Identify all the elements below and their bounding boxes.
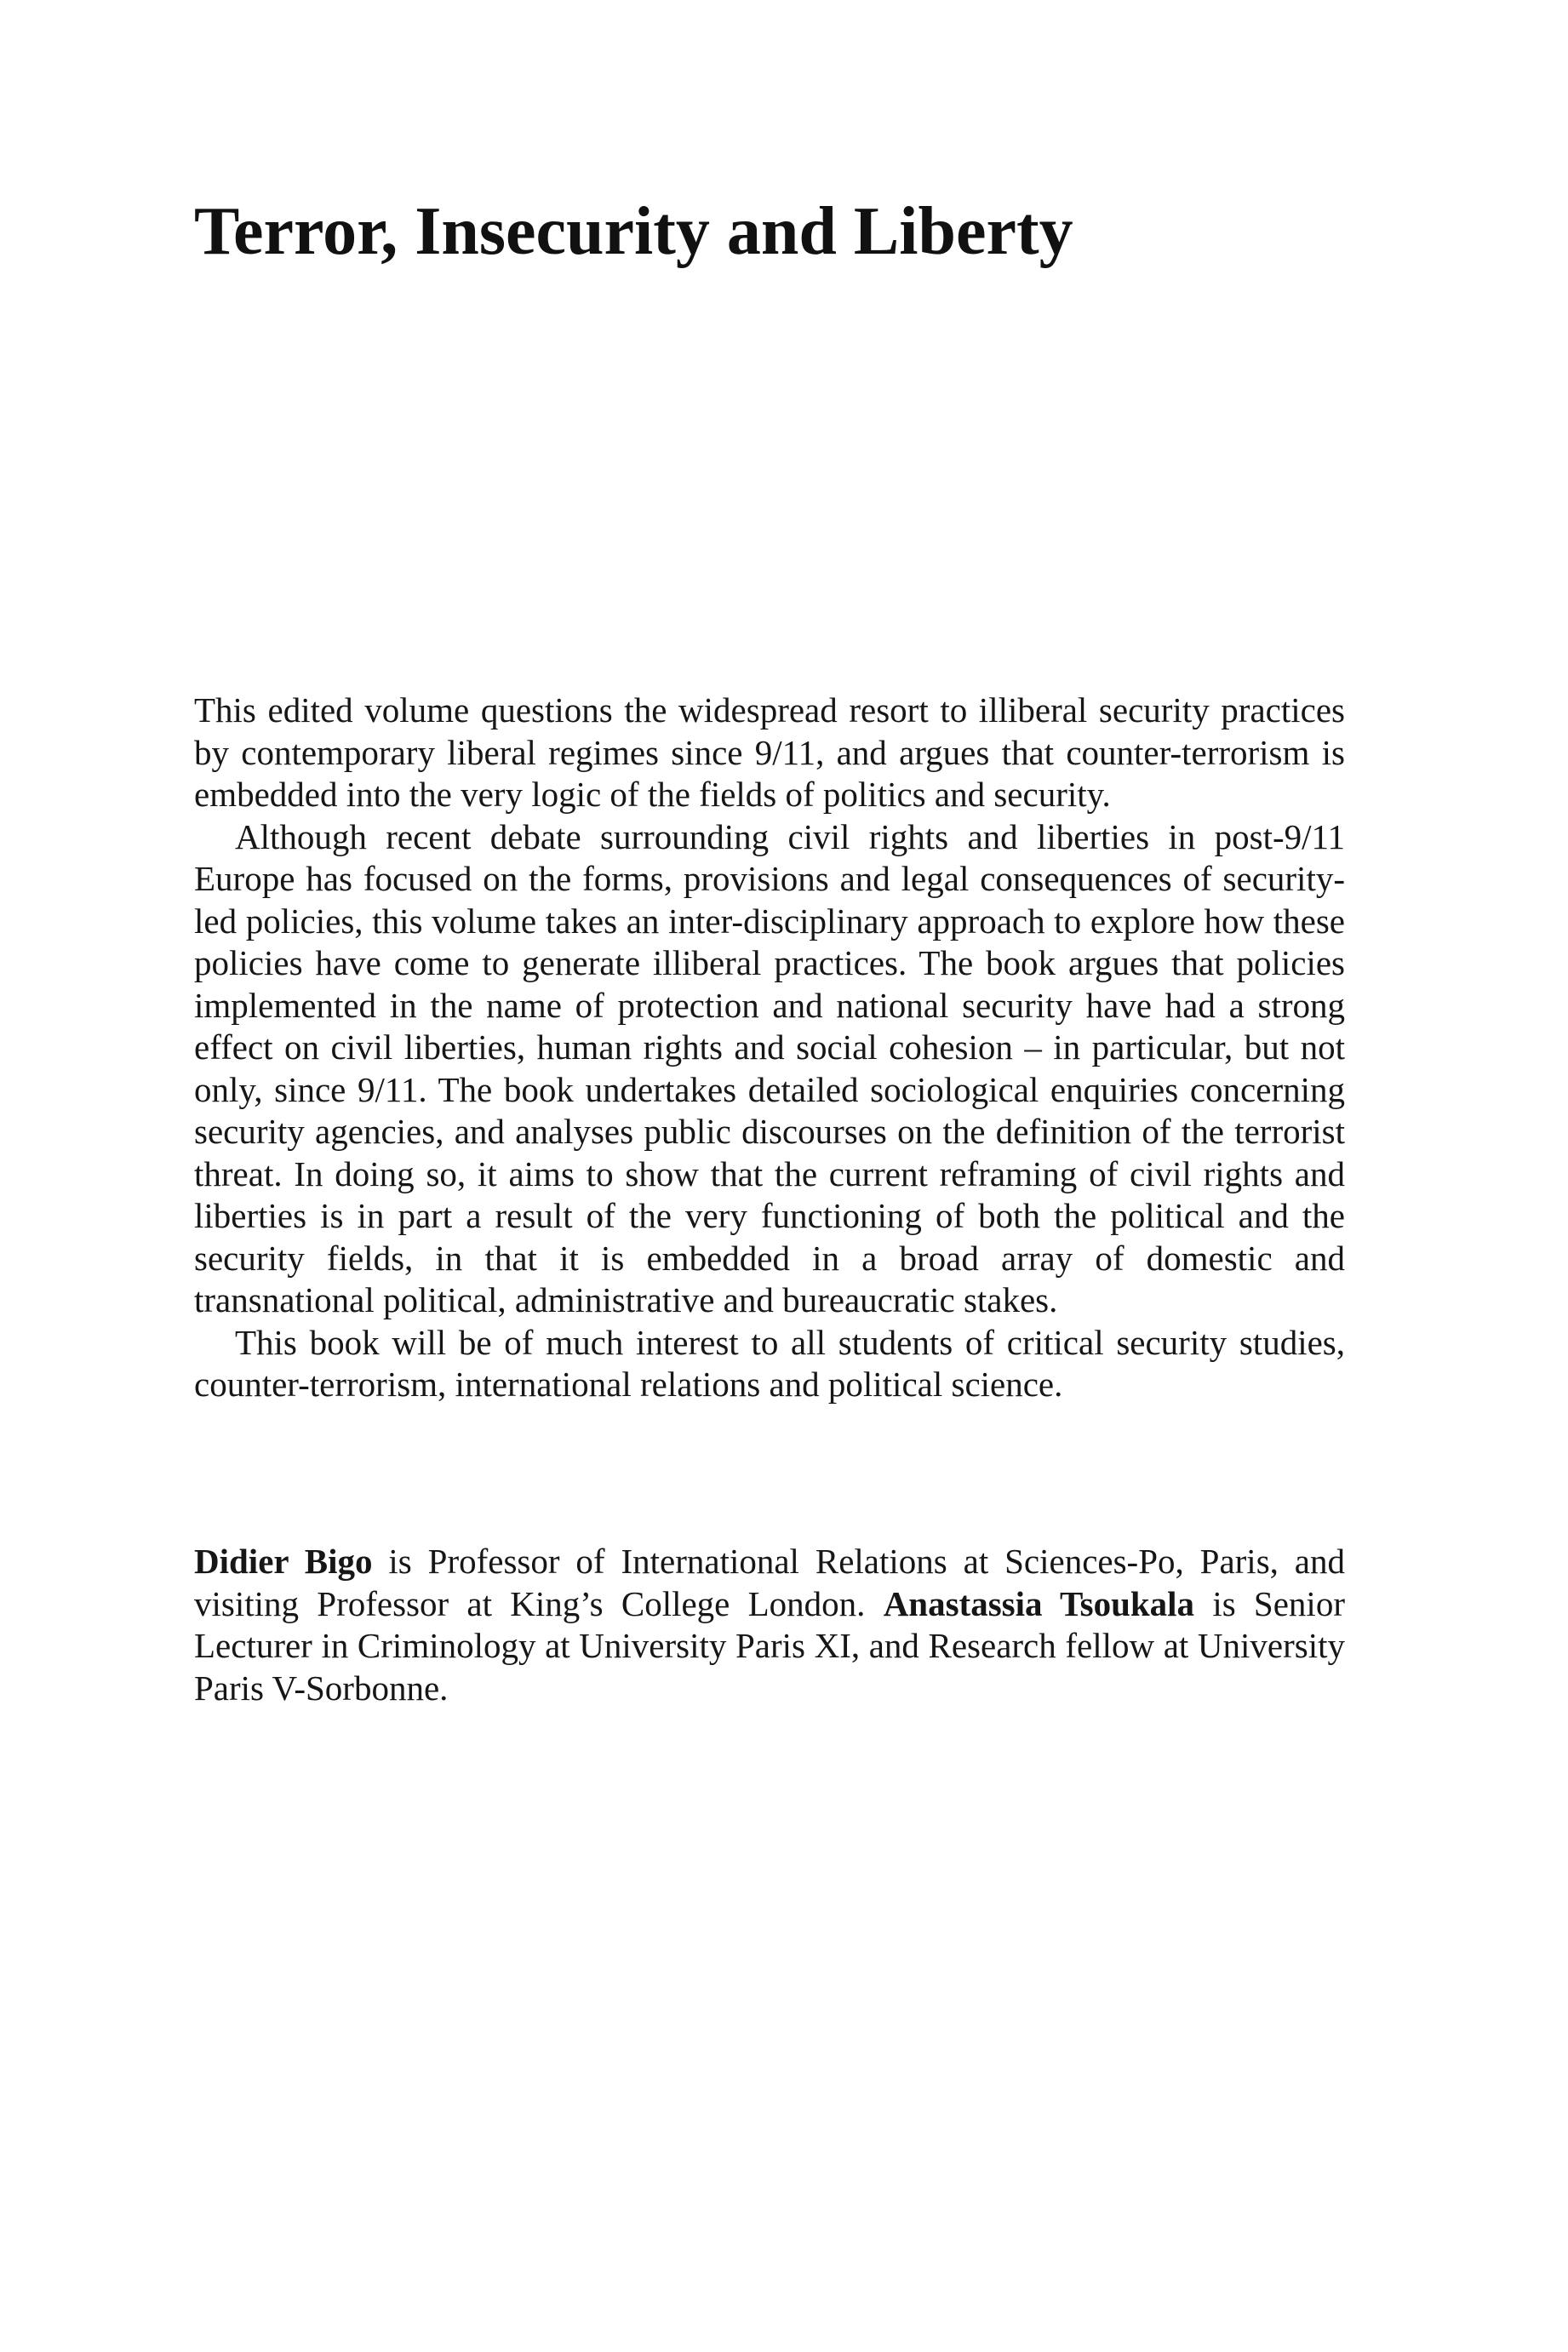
book-description — [194, 690, 1345, 1406]
editor-bio-bigo: is Professor of International Relations at Sciences-Po, Paris, and visiting Professor at King’s College London. — [194, 1542, 1346, 1623]
editor-name-tsoukala: Anastassia Tsoukala — [883, 1583, 1195, 1623]
editors-bio — [194, 1541, 1345, 1709]
description-paragraph-2: Although recent debate surrounding civil rights and liberties in post-9/11 Europe has focused on the forms, provisions and legal consequences of security-led policies, this volume takes an inter-disciplinary approach to explore how these policies have come to generate illiberal practices. The book argues that policies implemented in the name of protection and national security have had a strong effect on civil liberties, human rights and social cohesion – in particular, but not only, since 9/11. The book undertakes detailed sociological enquiries concerning security agencies, and analyses public discourses on the definition of the terrorist threat. In doing so, it aims to show that the current reframing of civil rights and liberties is in part a result of the very functioning of both the political and the security fields, in that it is embedded in a broad array of domestic and transnational political, administrative and bureaucratic stakes. — [194, 816, 1345, 1319]
description-paragraph-1: This edited volume questions the widespread resort to illiberal security practices by contemporary liberal regimes since 9/11, and argues that counter-terrorism is embedded into the very logic of the fields of politics and security. — [194, 690, 1345, 814]
description-paragraph-3: This book will be of much interest to all students of critical security studies, counter-terrorism, international relations and political science. — [194, 1322, 1345, 1404]
editor-bio-tsoukala: is Senior Lecturer in Criminology at University Paris XI, and Research fellow at University Paris V-Sorbonne. — [194, 1583, 1345, 1708]
editor-name-bigo: Didier Bigo — [194, 1542, 373, 1581]
book-title: Terror, Insecurity and Liberty — [194, 194, 1073, 269]
